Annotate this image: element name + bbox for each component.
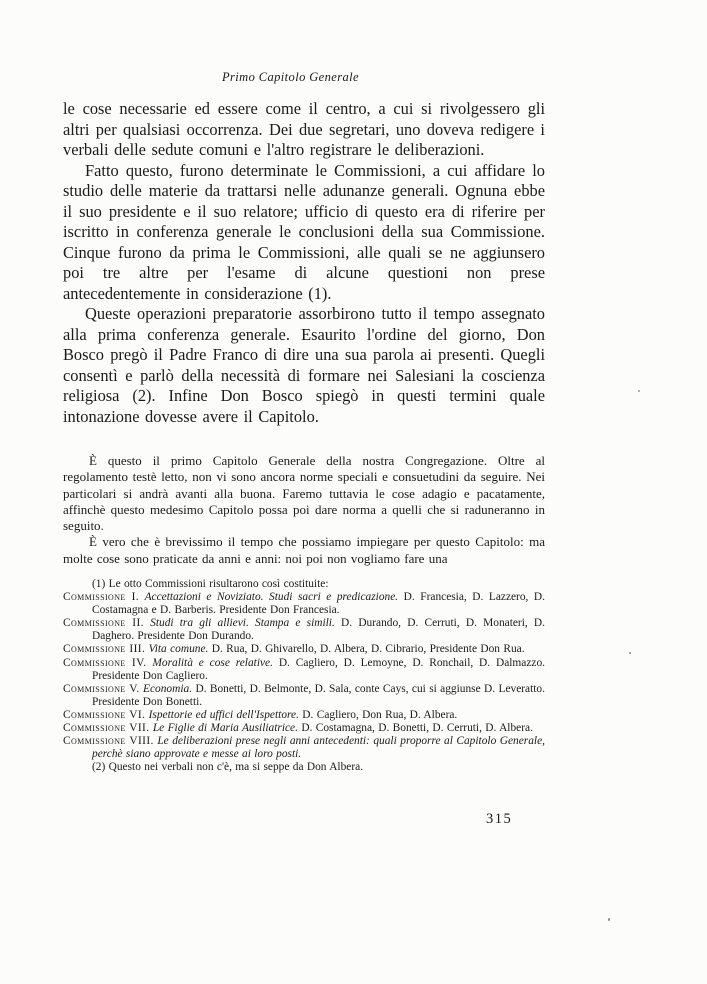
commission-members: D. Bonetti, D. Belmonte, D. Sala, conte Cays, cui si aggiunse D. Leveratto. Presidente Don Bonetti. [92, 682, 545, 708]
commission-entry [63, 735, 545, 761]
quote-paragraph: È vero che è brevissimo il tempo che possiamo impiegare per questo Capitolo: ma molte cose sono praticate da anni e anni: noi poi non vogliamo fare una [63, 534, 545, 566]
commission-title: Moralità e cose relative. [152, 656, 273, 669]
body-paragraph: Queste operazioni preparatorie assorbirono tutto il tempo assegnato alla prima conferenza generale. Esaurito l'ordine del giorno, Don Bosco pregò il Padre Franco di dire una sua parola ai presenti. Quegli consentì e parlò della necessità di formare nei Salesiani la coscienza religiosa (2). Infine Don Bosco spiegò in questi termini quale intonazione dovesse avere il Capitolo. [63, 304, 545, 426]
commission-entry [63, 643, 545, 656]
quote-paragraph: È questo il primo Capitolo Generale della nostra Congregazione. Oltre al regolamento testè letto, non vi sono ancora norme speciali e consuetudini da seguire. Nei particolari si andrà avanti alla buona. Faremo tuttavia le cose adagio e pacatamente, affinchè questo medesimo Capitolo possa poi dare norma a quelli che si raduneranno in seguito. [63, 453, 545, 534]
scan-speck [629, 652, 631, 654]
commission-title: Economia. [143, 682, 193, 695]
commission-entry [63, 683, 545, 709]
commission-entry [63, 591, 545, 617]
commission-title: Ispettorie ed uffici dell'Ispettore. [148, 708, 299, 721]
commission-members: D. Francesia, D. Lazzero, D. Costamagna e D. Barberis. Presidente Don Francesia. [92, 591, 545, 617]
page-number: 315 [486, 811, 513, 827]
commission-label: Commissione VIII. [63, 735, 154, 748]
running-header: Primo Capitolo Generale [222, 70, 359, 84]
commission-title: Vita comune. [148, 643, 209, 656]
speech-quote-block [63, 453, 545, 567]
body-paragraph: Fatto questo, furono determinate le Commissioni, a cui affidare lo studio delle materie da trattarsi nelle adunanze generali. Ognuna ebbe il suo presidente e il suo relatore; ufficio di questo era di riferire per iscritto in conferenza generale le conclusioni della sua Commissione. Cinque furono da prima le Commissioni, alle quali se ne aggiunsero poi tre altre per l'esame di alcune questioni non prese antecedentemente in considerazione (1). [63, 160, 545, 303]
scan-speck [608, 918, 610, 921]
commission-label: Commissione VII. [63, 722, 150, 735]
commission-members: D. Cagliero, D. Lemoyne, D. Ronchail, D. Dalmazzo. Presidente Don Cagliero. [92, 656, 546, 682]
commission-members: D. Cagliero, Don Rua, D. Albera. [302, 708, 458, 721]
commission-entry [63, 657, 545, 683]
commission-label: Commissione II. [63, 617, 144, 630]
footnote-1-intro: (1) Le otto Commissioni risultarono così costituite: [92, 578, 329, 590]
commission-label: Commissione V. [63, 682, 140, 695]
commission-members: D. Costamagna, D. Bonetti, D. Cerruti, D. Albera. [301, 722, 533, 735]
footnote-2: (2) Questo nei verbali non c'è, ma si seppe da Don Albera. [92, 761, 364, 774]
main-text-block [63, 99, 545, 427]
commission-title: Accettazioni e Noviziato. Studi sacri e predicazione. [144, 591, 399, 604]
commission-title: Studi tra gli allievi. Stampa e simili. [150, 617, 335, 630]
footnotes-block [63, 578, 545, 774]
commission-entry [63, 709, 545, 722]
commission-label: Commissione I. [63, 591, 140, 604]
commission-label: Commissione IV. [63, 656, 147, 669]
commission-label: Commissione III. [63, 643, 146, 656]
commission-entry [63, 722, 545, 735]
commission-entry [63, 617, 545, 643]
commission-title: Le Figlie di Maria Ausiliatrice. [152, 722, 298, 735]
scan-speck [638, 390, 640, 392]
commission-members: D. Durando, D. Cerruti, D. Monateri, D. Daghero. Presidente Don Durando. [92, 617, 545, 643]
body-paragraph: le cose necessarie ed essere come il centro, a cui si rivolgessero gli altri per qualsiasi occorrenza. Dei due segretari, uno doveva redigere i verbali delle sedute comuni e l'altro registrare le deliberazioni. [63, 99, 545, 159]
commission-label: Commissione VI. [63, 708, 146, 721]
commission-members: D. Rua, D. Ghivarello, D. Albera, D. Cibrario, Presidente Don Rua. [211, 643, 525, 656]
commission-title: Le deliberazioni prese negli anni antecedenti: quali proporre al Capitolo Generale, perchè siano approvate e messe ai loro posti. [92, 735, 545, 761]
